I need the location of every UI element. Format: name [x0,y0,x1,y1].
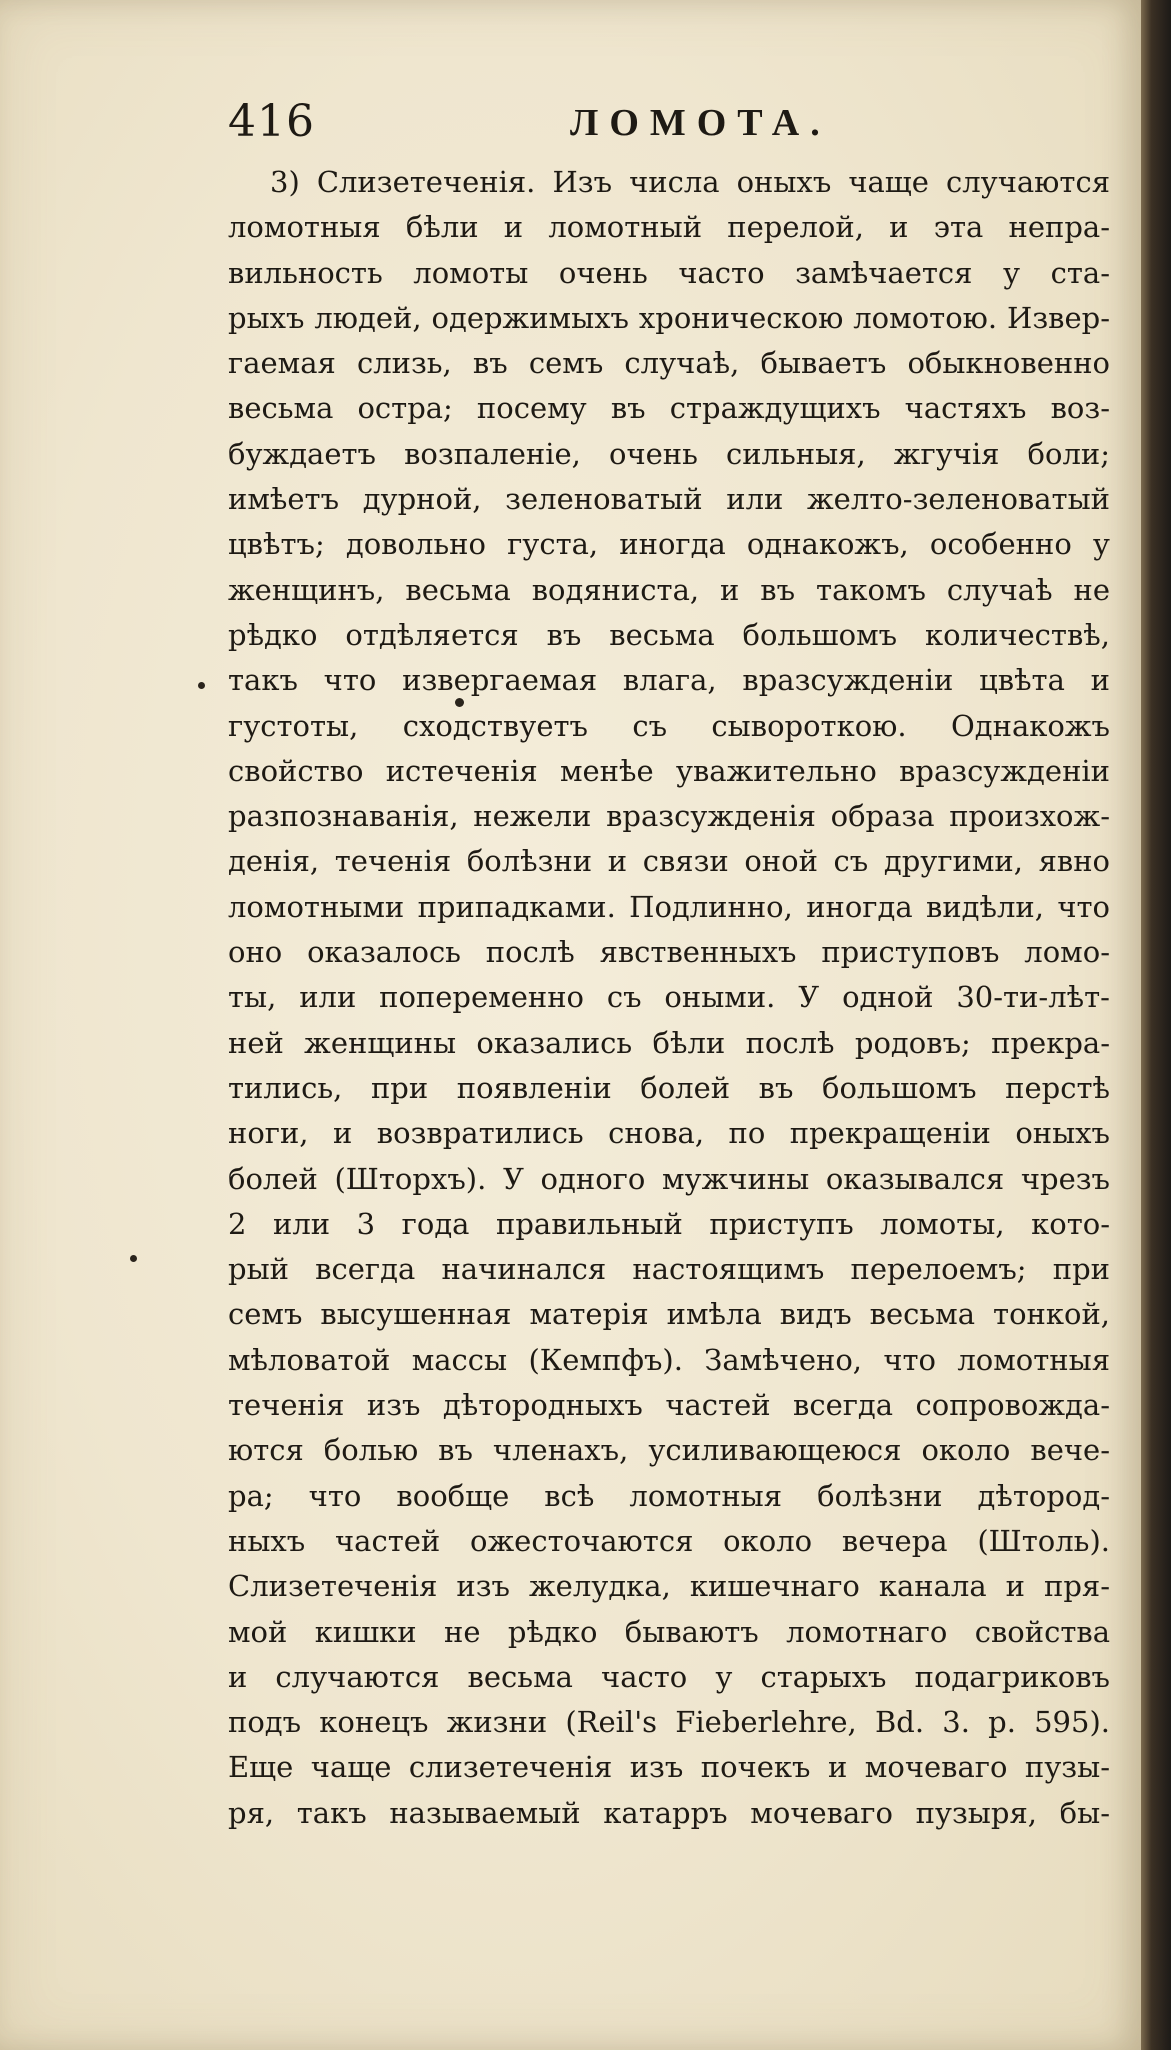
text-line: рѣдко отдѣляется въ весьма большомъ количествѣ, [228,617,1110,652]
text-line: ноги, и возвратились снова, по прекращеніи оныхъ [228,1116,1110,1151]
text-line: мой кишки не рѣдко бываютъ ломотнаго свойства [228,1614,1110,1649]
text-line: такъ что извергаемая влага, вразсужденіи цвѣта и [228,663,1110,698]
text-line: ты, или попеременно съ оными. У одной 30-ти-лѣт- [228,980,1110,1015]
text-line: Еще чаще слизетеченія изъ почекъ и мочеваго пузы- [228,1750,1110,1785]
text-line: рый всегда начинался настоящимъ перелоемъ; при [228,1252,1110,1287]
text-line: 3) Слизетеченія. Изъ числа оныхъ чаще случаются [270,165,1110,199]
text-line: ныхъ частей ожесточаются около вечера (Штоль). [228,1523,1110,1558]
text-line: цвѣтъ; довольно густа, иногда однакожъ, особенно у [228,527,1110,562]
ink-speck [198,682,205,689]
text-line: мѣловатой массы (Кемпфъ). Замѣчено, что ломотныя [228,1342,1110,1377]
ink-speck [455,698,464,707]
running-head: ЛОМОТА. [570,102,831,144]
text-line: тились, при появленіи болей въ большомъ перстѣ [228,1070,1110,1105]
text-line: буждаетъ возпаленіе, очень сильныя, жгучія боли; [228,436,1110,471]
text-line: густоты, сходствуетъ съ сывороткою. Однакожъ [228,708,1110,743]
text-line: 2 или 3 года правильный приступъ ломоты, кото- [228,1206,1110,1241]
text-line: гаемая слизь, въ семъ случаѣ, бываетъ обыкновенно [228,346,1110,381]
text-line: ются болью въ членахъ, усиливающеюся около вече- [228,1433,1110,1468]
text-line: разпознаванія, нежели вразсужденія образа произхож- [228,799,1110,834]
text-line: вильность ломоты очень часто замѣчается у ста- [228,255,1110,290]
text-line: оно оказалось послѣ явственныхъ приступовъ ломо- [228,935,1110,970]
text-line: ра; что вообще всѣ ломотныя болѣзни дѣтород- [228,1478,1110,1513]
text-line: денія, теченія болѣзни и связи оной съ другими, явно [228,844,1110,879]
text-line: подъ конецъ жизни (Reil's Fieberlehre, Bd. 3. p. 595). [228,1705,1110,1740]
text-line: ря, такъ называемый катарръ мочеваго пузыря, бы- [228,1795,1110,1830]
text-line: ломотныя бѣли и ломотный перелой, и эта непра- [228,210,1110,245]
text-line: рыхъ людей, одержимыхъ хроническою ломотою. Извер- [228,300,1110,335]
text-line: ломотными припадками. Подлинно, иногда видѣли, что [228,889,1110,924]
text-line: теченія изъ дѣтородныхъ частей всегда сопровожда- [228,1388,1110,1423]
text-line: ней женщины оказались бѣли послѣ родовъ; прекра- [228,1025,1110,1060]
text-line: свойство истеченія менѣе уважительно вразсужденіи [228,753,1110,788]
text-line: семъ высушенная матерія имѣла видъ весьма тонкой, [228,1297,1110,1332]
text-line: Слизетеченія изъ желудка, кишечнаго канала и пря- [228,1569,1110,1604]
text-line: имѣетъ дурной, зеленоватый или желто-зеленоватый [228,482,1110,517]
book-binding-edge [1141,0,1171,2050]
body-text [228,160,1110,1836]
text-line: женщинъ, весьма водяниста, и въ такомъ случаѣ не [228,572,1110,607]
page-header [228,96,1098,156]
page-number: 416 [228,96,315,147]
text-line: и случаются весьма часто у старыхъ подагриковъ [228,1659,1110,1694]
text-line: болей (Шторхъ). У одного мужчины оказывался чрезъ [228,1161,1110,1196]
text-line: весьма остра; посему въ страждущихъ частяхъ воз- [228,391,1110,426]
ink-speck [130,1255,137,1262]
